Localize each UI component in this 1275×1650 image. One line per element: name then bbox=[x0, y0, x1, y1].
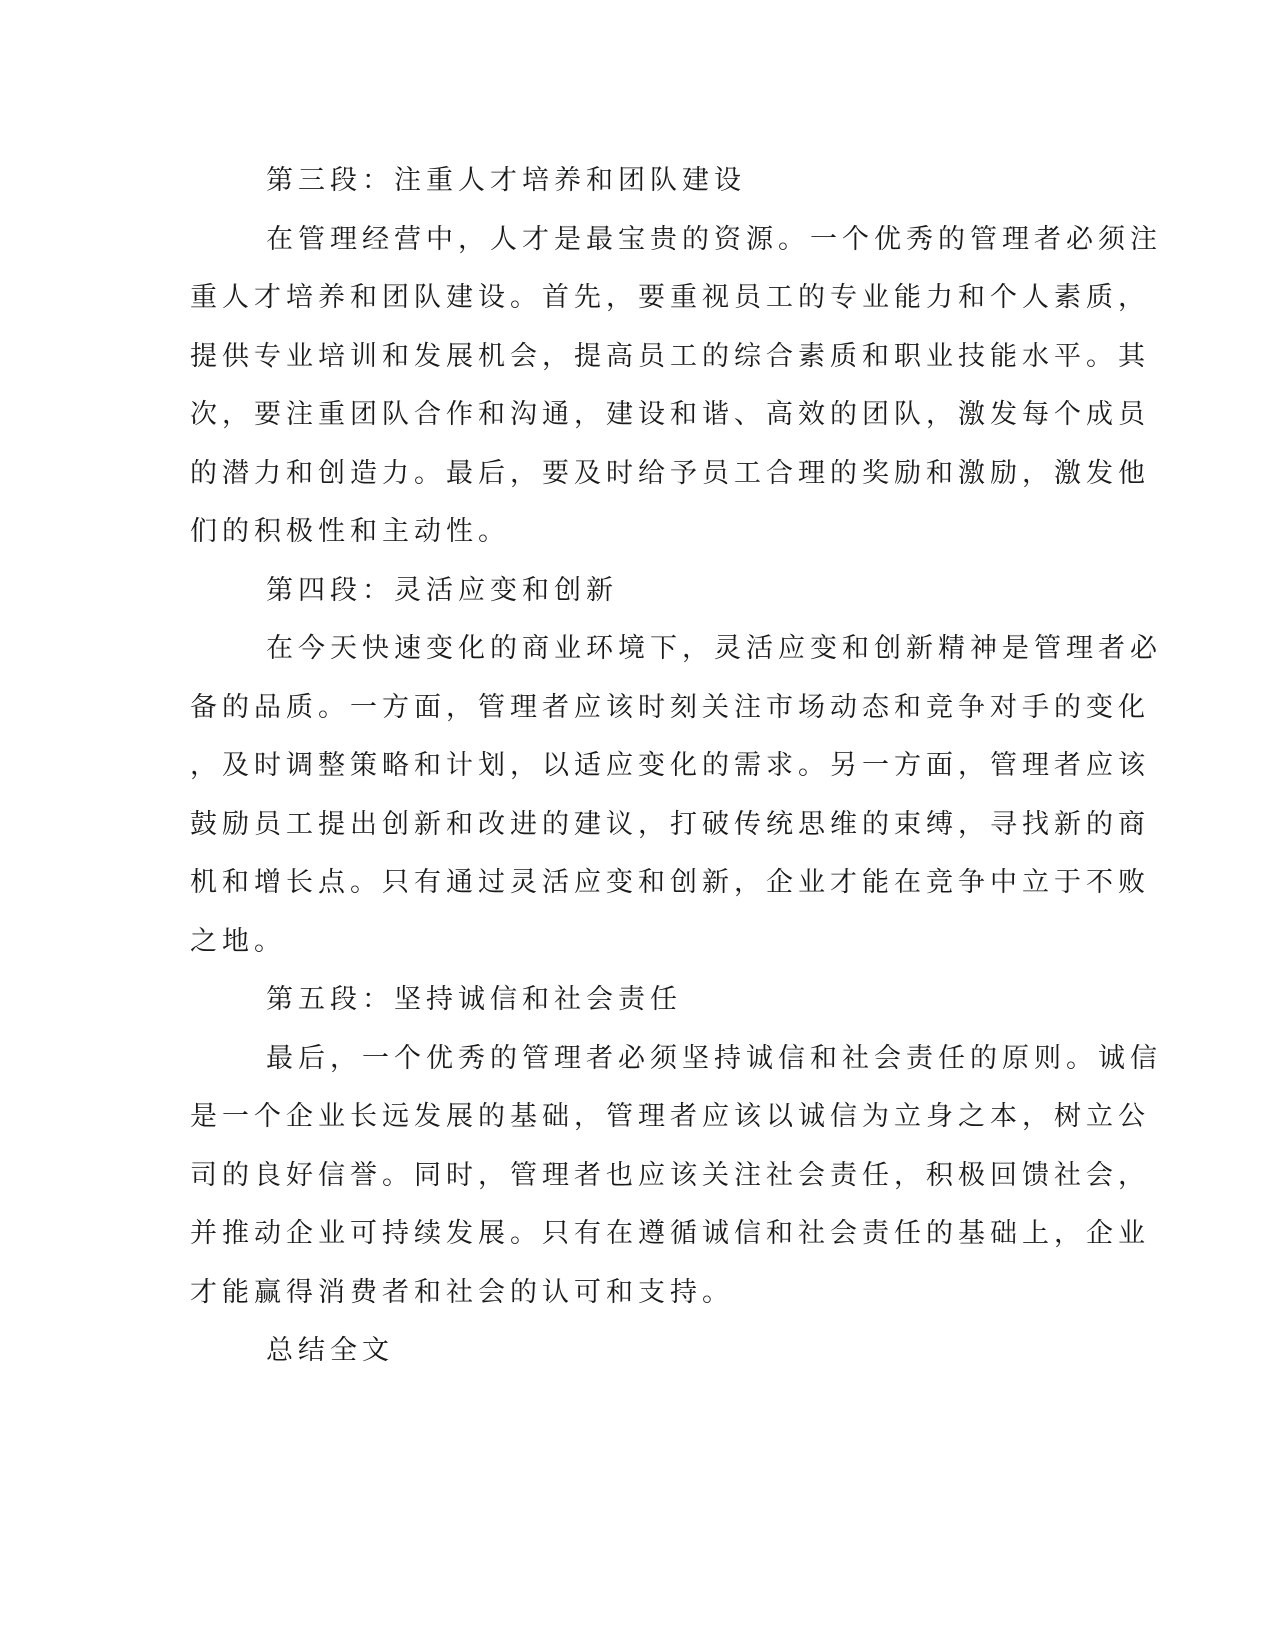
paragraph-line: 提供专业培训和发展机会，提高员工的综合素质和职业技能水平。其 bbox=[190, 341, 1150, 372]
paragraph-line: 司的良好信誉。同时，管理者也应该关注社会责任，积极回馈社会， bbox=[190, 1160, 1150, 1191]
paragraph-line: 在管理经营中，人才是最宝贵的资源。一个优秀的管理者必须注 bbox=[266, 224, 1162, 255]
section-heading-4: 第四段：灵活应变和创新 bbox=[266, 575, 618, 606]
paragraph-line: 机和增长点。只有通过灵活应变和创新，企业才能在竞争中立于不败 bbox=[190, 867, 1150, 898]
paragraph-line: 的潜力和创造力。最后，要及时给予员工合理的奖励和激励，激发他 bbox=[190, 458, 1150, 489]
paragraph-line: 鼓励员工提出创新和改进的建议，打破传统思维的束缚，寻找新的商 bbox=[190, 809, 1150, 840]
summary-heading: 总结全文 bbox=[266, 1335, 394, 1366]
paragraph-line: 们的积极性和主动性。 bbox=[190, 516, 510, 547]
paragraph-line: ，及时调整策略和计划，以适应变化的需求。另一方面，管理者应该 bbox=[190, 750, 1150, 781]
section-heading-5: 第五段：坚持诚信和社会责任 bbox=[266, 984, 682, 1015]
paragraph-line: 在今天快速变化的商业环境下，灵活应变和创新精神是管理者必 bbox=[266, 633, 1162, 664]
paragraph-line: 备的品质。一方面，管理者应该时刻关注市场动态和竞争对手的变化 bbox=[190, 692, 1150, 723]
paragraph-line: 是一个企业长远发展的基础，管理者应该以诚信为立身之本，树立公 bbox=[190, 1101, 1150, 1132]
section-heading-3: 第三段：注重人才培养和团队建设 bbox=[266, 165, 746, 196]
paragraph-line: 才能赢得消费者和社会的认可和支持。 bbox=[190, 1277, 734, 1308]
paragraph-line: 重人才培养和团队建设。首先，要重视员工的专业能力和个人素质， bbox=[190, 282, 1150, 313]
paragraph-line: 次，要注重团队合作和沟通，建设和谐、高效的团队，激发每个成员 bbox=[190, 399, 1150, 430]
paragraph-line: 最后，一个优秀的管理者必须坚持诚信和社会责任的原则。诚信 bbox=[266, 1043, 1162, 1074]
paragraph-line: 之地。 bbox=[190, 926, 286, 957]
paragraph-line: 并推动企业可持续发展。只有在遵循诚信和社会责任的基础上，企业 bbox=[190, 1218, 1150, 1249]
